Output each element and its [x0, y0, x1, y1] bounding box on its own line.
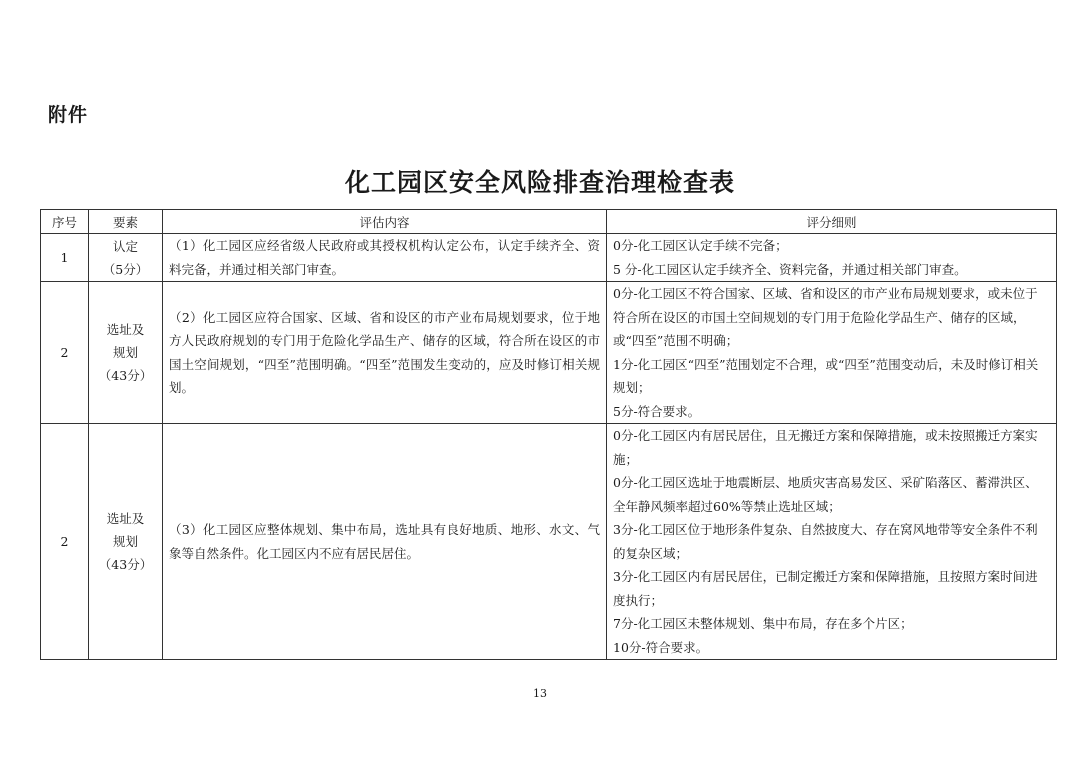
- row-scoring: [607, 424, 1057, 660]
- row-number: 1: [41, 234, 89, 282]
- element-line: 规划: [112, 534, 138, 549]
- element-line: 认定: [112, 238, 138, 254]
- table-row: [41, 424, 1057, 660]
- element-line: （43分）: [98, 368, 153, 383]
- element-line: 选址及: [106, 322, 145, 337]
- page-number: 13: [533, 687, 547, 700]
- row-content: （3）化工园区应整体规划、集中布局，选址具有良好地质、地形、水文、气象等自然条件。化工园区内不应有居民居住。: [163, 424, 607, 660]
- scoring-item: 5分-符合要求。: [613, 403, 701, 419]
- table-header-row: [41, 210, 1057, 234]
- inspection-table: [40, 209, 1057, 660]
- row-number: 2: [41, 282, 89, 424]
- attachment-label: 附件: [48, 104, 89, 126]
- header-serial-number: 序号: [41, 210, 89, 234]
- row-element: [89, 234, 163, 282]
- row-content: （1）化工园区应经省级人民政府或其授权机构认定公布，认定手续齐全、资料完备，并通过相关部门审查。: [163, 234, 607, 282]
- scoring-item: 0分-化工园区认定手续不完备；: [613, 238, 788, 253]
- row-element: [89, 282, 163, 424]
- scoring-item: 7分-化工园区未整体规划、集中布局，存在多个片区；: [613, 616, 913, 631]
- scoring-item: 0分-化工园区内有居民居住，且无搬迁方案和保障措施，或未按照搬迁方案实施；: [613, 428, 1038, 467]
- scoring-item: 3分-化工园区位于地形条件复杂、自然披度大、存在窝风地带等安全条件不利的复杂区域；: [613, 522, 1038, 561]
- header-assessment-content: 评估内容: [163, 210, 607, 234]
- document-title: 化工园区安全风险排查治理检查表: [344, 168, 735, 197]
- element-line: 选址及: [106, 511, 145, 526]
- header-scoring-rules: 评分细则: [607, 210, 1057, 234]
- scoring-item: 3分-化工园区内有居民居住，已制定搬迁方案和保障措施，且按照方案时间进度执行；: [613, 569, 1038, 608]
- table-row: [41, 282, 1057, 424]
- scoring-item: 5 分-化工园区认定手续齐全、资料完备，并通过相关部门审查。: [613, 261, 967, 277]
- row-scoring: [607, 234, 1057, 282]
- table-row: [41, 234, 1057, 282]
- scoring-item: 10分-符合要求。: [613, 639, 709, 655]
- element-line: （43分）: [98, 557, 153, 572]
- scoring-item: 1分-化工园区“四至”范围划定不合理，或“四至”范围变动后，未及时修订相关规划；: [613, 356, 1039, 395]
- row-element: [89, 424, 163, 660]
- scoring-item: 0分-化工园区不符合国家、区域、省和设区的市产业布局规划要求，或未位于符合所在设区的市国土空间规划的专门用于危险化学品生产、储存的区域，或“四至”范围不明确；: [613, 286, 1038, 348]
- element-line: 规划: [112, 345, 138, 360]
- row-content: （2）化工园区应符合国家、区域、省和设区的市产业布局规划要求，位于地方人民政府规划的专门用于危险化学品生产、储存的区域，符合所在设区的市国土空间规划，“四至”范围明确。“四至”范围发生变动的，应及时修订相关规划。: [163, 282, 607, 424]
- scoring-item: 0分-化工园区选址于地震断层、地质灾害高易发区、采矿陷落区、蓄滞洪区、全年静风频率超过60%等禁止选址区域；: [613, 475, 1038, 514]
- element-line: （5分）: [102, 261, 149, 277]
- row-scoring: [607, 282, 1057, 424]
- header-element: 要素: [89, 210, 163, 234]
- row-number: 2: [41, 424, 89, 660]
